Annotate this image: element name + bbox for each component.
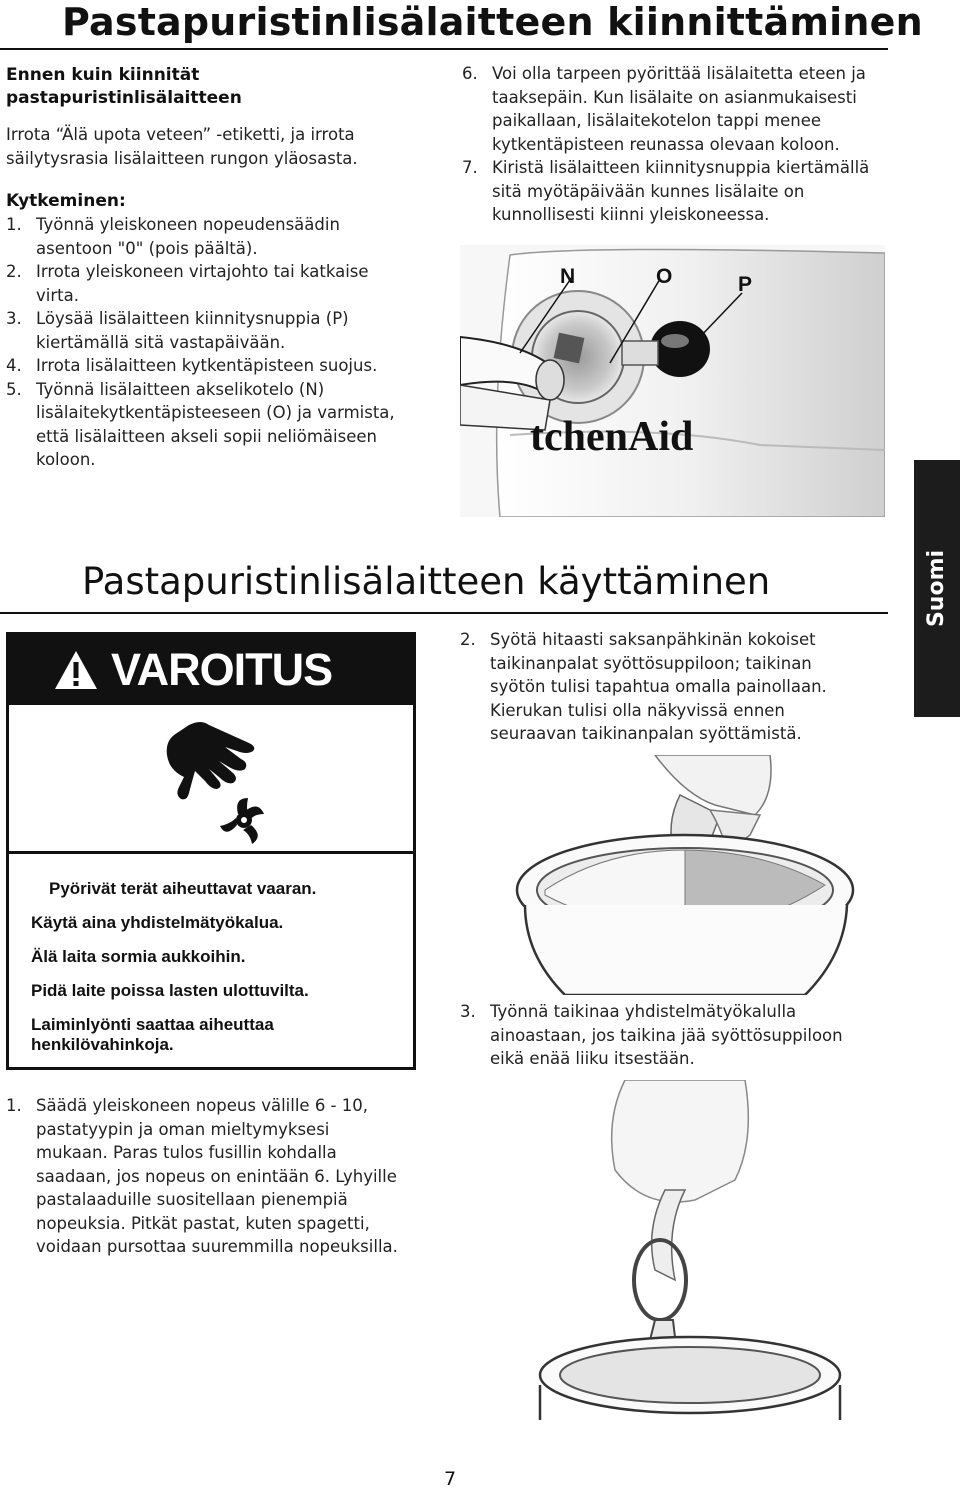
before-attach-text-1: Irrota “Älä upota veteen” -etiketti, ja irrota bbox=[6, 125, 355, 144]
title-rule bbox=[0, 48, 888, 50]
connecting-step: 5. Työnnä lisälaitteen akselikotelo (N) lisälaitekytkentäpisteeseen (O) ja varmista, että lisälaitteen akseli sopii neliömäiseen koloon. bbox=[6, 379, 395, 469]
page-number: 7 bbox=[443, 1468, 457, 1490]
connecting-step: 3. Löysää lisälaitteen kiinnitysnuppia (P) kiertämällä sitä vastapäivään. bbox=[6, 309, 349, 352]
label-n: N bbox=[560, 265, 576, 288]
before-attach-text-2: säilytysrasia lisälaitteen rungon yläosasta. bbox=[6, 148, 358, 168]
language-tab bbox=[914, 460, 960, 717]
usage-steps-list-2 bbox=[460, 628, 900, 746]
label-p: P bbox=[738, 273, 753, 296]
before-attach-heading-2: pastapuristinlisälaitteen bbox=[6, 88, 242, 108]
connecting-heading: Kytkeminen: bbox=[6, 191, 126, 211]
usage-steps-list-1 bbox=[6, 1094, 436, 1259]
warning-line: henkilövahinkoja. bbox=[31, 1035, 174, 1054]
kitchenaid-logo: tchenAid bbox=[530, 414, 694, 460]
warning-divider bbox=[9, 851, 413, 854]
usage-step: 3. Työnnä taikinaa yhdistelmätyökalulla ainoastaan, jos taikina jää syöttösuppiloon eikä enää liiku itsestään. bbox=[460, 1002, 843, 1068]
page-title-use: Pastapuristinlisälaitteen käyttäminen bbox=[82, 560, 771, 603]
language-tab-label: Suomi bbox=[924, 549, 950, 628]
warning-box bbox=[6, 632, 416, 1070]
usage-step: 2. Syötä hitaasti saksanpähkinän kokoiset taikinanpalat syöttösuppiloon; taikinan syötön tulisi tapahtua omalla painollaan. Kierukan tulisi olla näkyvissä ennen seuraavan taikinanpalan syöttämistä. bbox=[460, 630, 827, 743]
label-o: O bbox=[656, 265, 673, 288]
warning-line: Käytä aina yhdistelmätyökalua. bbox=[31, 913, 284, 932]
warning-line: Pidä laite poissa lasten ulottuvilta. bbox=[31, 981, 309, 1000]
hand-blade-hazard-icon bbox=[129, 715, 299, 845]
connecting-step: 6. Voi olla tarpeen pyörittää lisälaitetta eteen ja taaksepäin. Kun lisälaite on asianmukaisesti paikallaan, lisälaitekotelon tappi menee kytkentäpisteen reunassa olevaan koloon. bbox=[462, 64, 866, 154]
mixer-attachment-illustration bbox=[460, 245, 885, 517]
usage-steps-list-3 bbox=[460, 1000, 900, 1071]
before-attach-section bbox=[6, 64, 426, 472]
warning-line: Laiminlyönti saattaa aiheuttaa bbox=[31, 1015, 274, 1034]
connecting-step: 1. Työnnä yleiskoneen nopeudensäädin asentoon "0" (pois päältä). bbox=[6, 215, 340, 258]
connecting-step: 7. Kiristä lisälaitteen kiinnitysnuppia kiertämällä sitä myötäpäivään kunnes lisälaite on kunnollisesti kiinni yleiskoneessa. bbox=[462, 158, 870, 224]
usage-step: 1. Säädä yleiskoneen nopeus välille 6 - 10, pastatyypin ja oman mieltymyksesi mukaan. Paras tulos fusillin kohdalla saadaan, jos nopeus on enintään 6. Lyhyille pastalaaduille suositellaan pienempiä nopeuksia. Pitkät pastat, kuten spagetti, voidaan pursottaa suuremmilla nopeuksilla. bbox=[6, 1096, 398, 1256]
warning-line: Pyörivät terät aiheuttavat vaaran. bbox=[49, 879, 317, 898]
pushing-tool-illustration bbox=[505, 1080, 905, 1420]
title-rule-2 bbox=[0, 612, 888, 614]
connecting-steps-list-1 bbox=[6, 213, 426, 472]
connecting-step: 4. Irrota lisälaitteen kytkentäpisteen suojus. bbox=[6, 356, 378, 375]
before-attach-heading-1: Ennen kuin kiinnität bbox=[6, 65, 200, 85]
connecting-steps-list-2 bbox=[462, 62, 902, 227]
feeding-dough-illustration bbox=[505, 755, 905, 995]
page-title-attach: Pastapuristinlisälaitteen kiinnittäminen bbox=[62, 0, 923, 44]
warning-line: Älä laita sormia aukkoihin. bbox=[31, 947, 246, 966]
connecting-step: 2. Irrota yleiskoneen virtajohto tai katkaise virta. bbox=[6, 262, 369, 305]
warning-header bbox=[9, 635, 413, 705]
warning-triangle-icon bbox=[53, 649, 99, 691]
warning-title: VAROITUS bbox=[111, 644, 333, 695]
